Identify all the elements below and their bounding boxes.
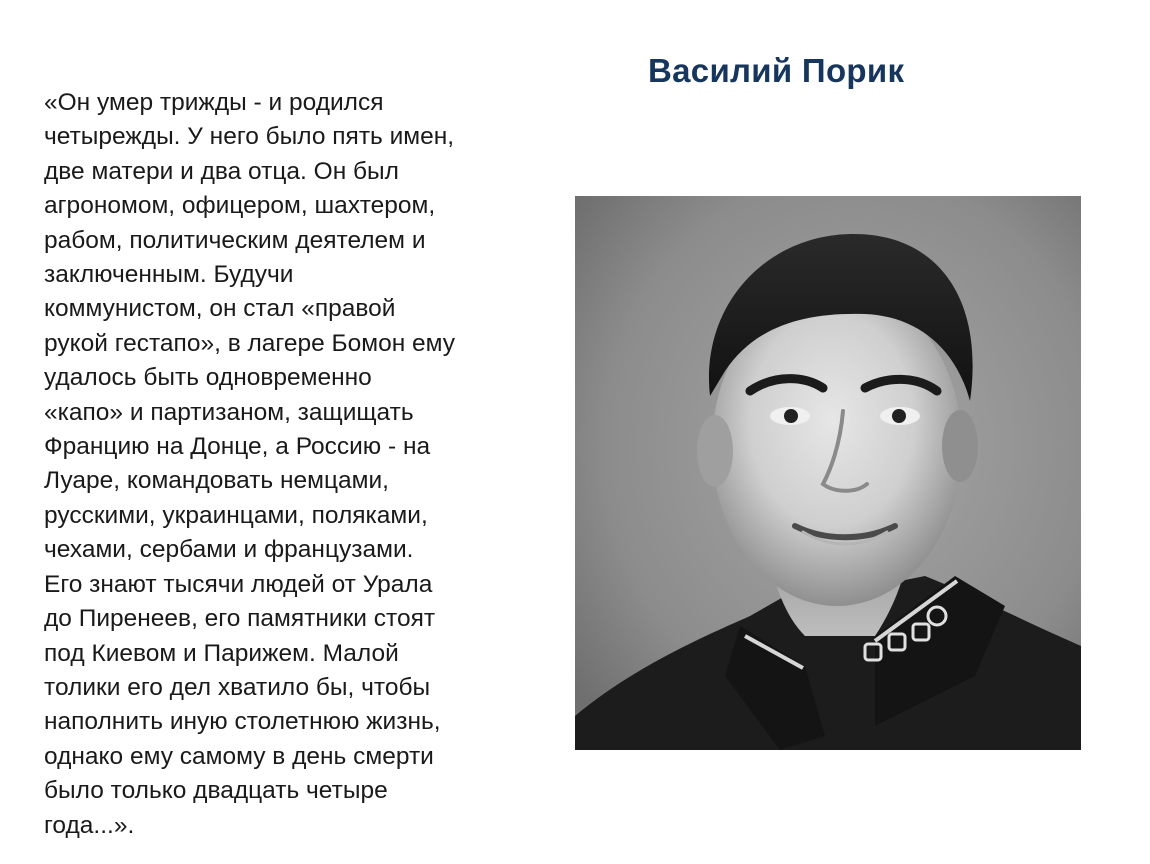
quote-text xyxy=(44,86,564,843)
quote-line: четырежды. У него было пять имен, xyxy=(44,123,455,151)
quote-line: наполнить иную столетнюю жизнь, xyxy=(44,708,441,736)
quote-line: коммунистом, он стал «правой xyxy=(44,295,396,323)
quote-line: удалось быть одновременно xyxy=(44,364,372,392)
slide-title: Василий Порик xyxy=(648,52,905,89)
quote-line: Францию на Донце, а Россию - на xyxy=(44,433,431,461)
quote-line: чехами, сербами и французами. xyxy=(44,536,414,564)
portrait-photo xyxy=(575,196,1081,750)
quote-line: года...». xyxy=(44,811,135,839)
quote-line: до Пиренеев, его памятники стоят xyxy=(44,605,436,633)
quote-line: агрономом, офицером, шахтером, xyxy=(44,192,436,220)
quote-line: однако ему самому в день смерти xyxy=(44,742,434,770)
quote-line: «капо» и партизаном, защищать xyxy=(44,398,414,426)
quote-line: заключенным. Будучи xyxy=(44,261,294,289)
quote-line: Его знают тысячи людей от Урала xyxy=(44,570,433,598)
quote-line: было только двадцать четыре xyxy=(44,777,388,805)
quote-line: Луаре, командовать немцами, xyxy=(44,467,389,495)
quote-line: две матери и два отца. Он был xyxy=(44,157,399,185)
quote-line: толики его дел хватило бы, чтобы xyxy=(44,673,431,701)
quote-line: рабом, политическим деятелем и xyxy=(44,226,426,254)
quote-line: «Он умер трижды - и родился xyxy=(44,89,384,116)
quote-line: русскими, украинцами, поляками, xyxy=(44,501,428,529)
quote-line: под Киевом и Парижем. Малой xyxy=(44,639,399,667)
portrait-illustration xyxy=(575,196,1081,750)
quote-line: рукой гестапо», в лагере Бомон ему xyxy=(44,329,456,357)
